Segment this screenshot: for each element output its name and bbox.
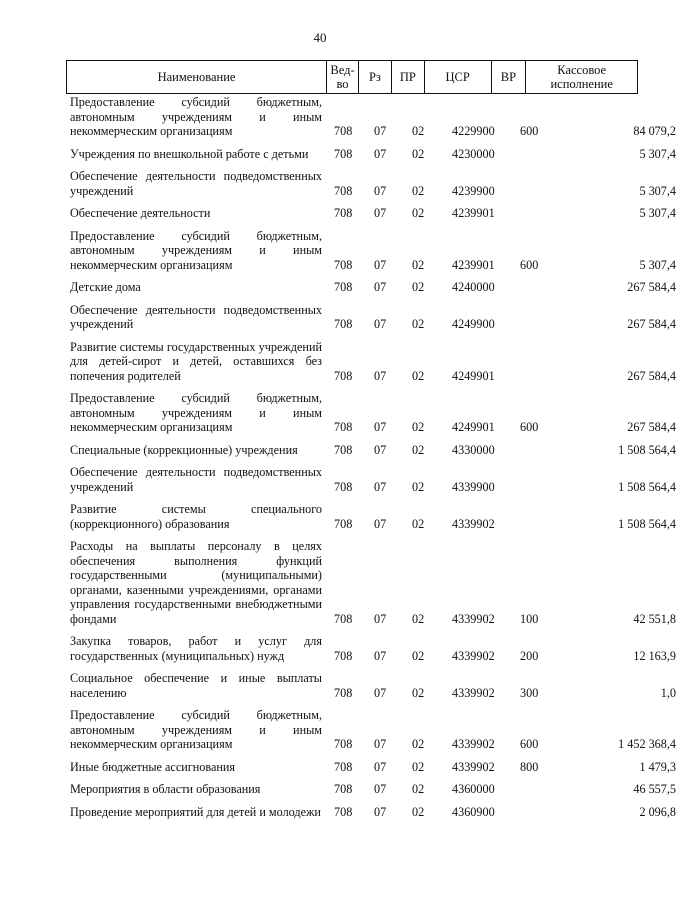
- row-vr: 600: [520, 124, 539, 138]
- header-sum: [526, 61, 637, 93]
- row-pr: 02: [412, 280, 425, 294]
- row-sum: 1 452 368,4: [618, 737, 676, 751]
- table-row: [70, 280, 676, 299]
- row-vr: 600: [520, 737, 539, 751]
- row-ved: 708: [334, 183, 353, 198]
- row-name: Социальное обеспечение и иные выплаты населению: [70, 671, 322, 700]
- table-row: [70, 465, 676, 498]
- header-csr: ЦСР: [425, 61, 492, 93]
- row-rz: 07: [374, 124, 387, 138]
- row-sum: 2 096,8: [639, 804, 676, 819]
- row-sum: 5 307,4: [639, 183, 676, 198]
- row-rz: 07: [374, 280, 387, 294]
- row-ved: 708: [334, 804, 353, 819]
- row-sum: 84 079,2: [633, 124, 676, 138]
- row-name: Специальные (коррекционные) учреждения: [70, 442, 298, 457]
- page-number: 40: [313, 30, 327, 45]
- row-rz: 07: [374, 257, 387, 272]
- row-ved: 708: [334, 257, 353, 272]
- row-name: Детские дома: [70, 280, 141, 294]
- row-ved: 708: [334, 782, 353, 796]
- row-name: Расходы на выплаты персоналу в целях обеспечения выполнения функций государственными (муниципальными) органами, казенными учреждениями, органами управления государственными внебюджетными фондами: [70, 539, 322, 626]
- row-name: Мероприятия в области образования: [70, 782, 261, 796]
- row-pr: 02: [412, 479, 425, 494]
- row-csr: 4230000: [452, 146, 495, 161]
- row-sum: 5 307,4: [639, 206, 676, 220]
- row-sum: 1,0: [660, 685, 676, 700]
- row-name: Предоставление субсидий бюджетным, автономным учреждениям и иным некоммерческим организациям: [70, 708, 322, 751]
- row-rz: 07: [374, 737, 387, 751]
- row-pr: 02: [412, 516, 425, 531]
- table-row: [70, 708, 676, 756]
- row-rz: 07: [374, 420, 387, 434]
- row-ved: 708: [334, 759, 353, 774]
- row-sum: 267 584,4: [627, 368, 676, 383]
- row-name: Обеспечение деятельности подведомственных учреждений: [70, 169, 322, 198]
- row-rz: 07: [374, 183, 387, 198]
- table-body: [70, 95, 676, 823]
- row-pr: 02: [412, 648, 425, 663]
- row-sum: 42 551,8: [633, 611, 676, 626]
- row-vr: 200: [520, 648, 539, 663]
- row-ved: 708: [334, 479, 353, 494]
- table-row: [70, 782, 676, 801]
- row-pr: 02: [412, 183, 425, 198]
- row-pr: 02: [412, 611, 425, 626]
- row-pr: 02: [412, 782, 425, 796]
- row-vr: 100: [520, 611, 539, 626]
- row-ved: 708: [334, 368, 353, 383]
- row-csr: 4339902: [452, 611, 495, 626]
- row-name: Обеспечение деятельности подведомственных учреждений: [70, 302, 322, 331]
- row-pr: 02: [412, 368, 425, 383]
- table-row: [70, 169, 676, 202]
- row-pr: 02: [412, 804, 425, 819]
- row-ved: 708: [334, 737, 353, 751]
- row-ved: 708: [334, 611, 353, 626]
- row-pr: 02: [412, 759, 425, 774]
- row-csr: 4360000: [452, 782, 495, 796]
- row-ved: 708: [334, 442, 353, 457]
- row-pr: 02: [412, 420, 425, 434]
- row-csr: 4339902: [452, 648, 495, 663]
- row-csr: 4239901: [452, 206, 495, 220]
- row-sum: 1 508 564,4: [618, 479, 676, 494]
- row-csr: 4249901: [452, 420, 495, 434]
- table-row: [70, 759, 676, 779]
- row-pr: 02: [412, 206, 425, 220]
- header-sum-line1: Кассовое: [557, 62, 607, 77]
- table-header: [66, 60, 638, 94]
- row-sum: 267 584,4: [627, 280, 676, 294]
- row-csr: 4229900: [452, 124, 495, 138]
- row-rz: 07: [374, 442, 387, 457]
- table-row: [70, 391, 676, 439]
- row-rz: 07: [374, 804, 387, 819]
- header-ved: [327, 61, 359, 93]
- header-ved-line1: Вед-: [330, 62, 355, 77]
- row-pr: 02: [412, 737, 425, 751]
- header-sum-line2: исполнение: [550, 77, 613, 91]
- row-csr: 4339900: [452, 479, 495, 494]
- table-row: [70, 95, 676, 143]
- row-csr: 4249901: [452, 368, 495, 383]
- row-name: Учреждения по внешкольной работе с детьми: [70, 146, 309, 161]
- table-row: [70, 634, 676, 667]
- row-sum: 5 307,4: [639, 146, 676, 161]
- row-rz: 07: [374, 685, 387, 700]
- row-ved: 708: [334, 420, 353, 434]
- row-name: Проведение мероприятий для детей и молодежи: [70, 804, 321, 819]
- row-pr: 02: [412, 124, 425, 138]
- row-rz: 07: [374, 516, 387, 531]
- row-csr: 4239901: [452, 257, 495, 272]
- row-name: Предоставление субсидий бюджетным, автономным учреждениям и иным некоммерческим организациям: [70, 228, 322, 272]
- table-row: [70, 539, 676, 630]
- row-name: Предоставление субсидий бюджетным, автономным учреждениям и иным некоммерческим организациям: [70, 391, 322, 434]
- header-name: Наименование: [67, 61, 327, 93]
- row-name: Закупка товаров, работ и услуг для государственных (муниципальных) нужд: [70, 634, 322, 663]
- row-ved: 708: [334, 648, 353, 663]
- row-sum: 1 508 564,4: [618, 442, 676, 457]
- table-row: [70, 671, 676, 704]
- row-pr: 02: [412, 317, 425, 331]
- row-csr: 4330000: [452, 442, 495, 457]
- header-rz: Рз: [359, 61, 392, 93]
- row-sum: 267 584,4: [627, 420, 676, 434]
- row-csr: 4240000: [452, 280, 495, 294]
- table-row: [70, 442, 676, 462]
- header-pr: ПР: [392, 61, 425, 93]
- row-name: Обеспечение деятельности: [70, 206, 211, 220]
- row-pr: 02: [412, 685, 425, 700]
- row-ved: 708: [334, 146, 353, 161]
- row-name: Иные бюджетные ассигнования: [70, 759, 236, 774]
- row-name: Развитие системы специального (коррекционного) образования: [70, 502, 322, 531]
- row-ved: 708: [334, 516, 353, 531]
- table-row: [70, 302, 676, 336]
- table-row: [70, 339, 676, 388]
- row-vr: 800: [520, 759, 539, 774]
- row-ved: 708: [334, 280, 353, 294]
- row-sum: 5 307,4: [639, 257, 676, 272]
- row-ved: 708: [334, 206, 353, 220]
- row-pr: 02: [412, 442, 425, 457]
- row-csr: 4360900: [452, 804, 495, 819]
- row-csr: 4339902: [452, 759, 495, 774]
- row-sum: 46 557,5: [633, 782, 676, 796]
- row-vr: 600: [520, 420, 539, 434]
- row-csr: 4339902: [452, 685, 495, 700]
- row-rz: 07: [374, 648, 387, 663]
- header-vr: ВР: [492, 61, 527, 93]
- table-row: [70, 146, 676, 166]
- row-name: Обеспечение деятельности подведомственных учреждений: [70, 465, 322, 494]
- row-rz: 07: [374, 611, 387, 626]
- header-ved-line2: во: [336, 77, 349, 91]
- table-row: [70, 228, 676, 277]
- row-rz: 07: [374, 479, 387, 494]
- row-name: Предоставление субсидий бюджетным, автономным учреждениям и иным некоммерческим организациям: [70, 95, 322, 138]
- row-sum: 1 479,3: [639, 759, 676, 774]
- row-ved: 708: [334, 124, 353, 138]
- row-sum: 1 508 564,4: [618, 516, 676, 531]
- row-rz: 07: [374, 782, 387, 796]
- row-csr: 4249900: [452, 317, 495, 331]
- row-csr: 4339902: [452, 737, 495, 751]
- row-vr: 300: [520, 685, 539, 700]
- row-rz: 07: [374, 759, 387, 774]
- row-vr: 600: [520, 257, 539, 272]
- row-sum: 12 163,9: [633, 648, 676, 663]
- row-ved: 708: [334, 317, 353, 331]
- row-rz: 07: [374, 368, 387, 383]
- row-rz: 07: [374, 206, 387, 220]
- row-rz: 07: [374, 317, 387, 331]
- table-row: [70, 502, 676, 535]
- row-sum: 267 584,4: [627, 317, 676, 331]
- row-rz: 07: [374, 146, 387, 161]
- row-csr: 4239900: [452, 183, 495, 198]
- row-pr: 02: [412, 146, 425, 161]
- row-name: Развитие системы государственных учреждений для детей-сирот и детей, оставшихся без попечения родителей: [70, 339, 322, 383]
- table-row: [70, 804, 676, 824]
- row-ved: 708: [334, 685, 353, 700]
- row-csr: 4339902: [452, 516, 495, 531]
- table-row: [70, 206, 676, 225]
- row-pr: 02: [412, 257, 425, 272]
